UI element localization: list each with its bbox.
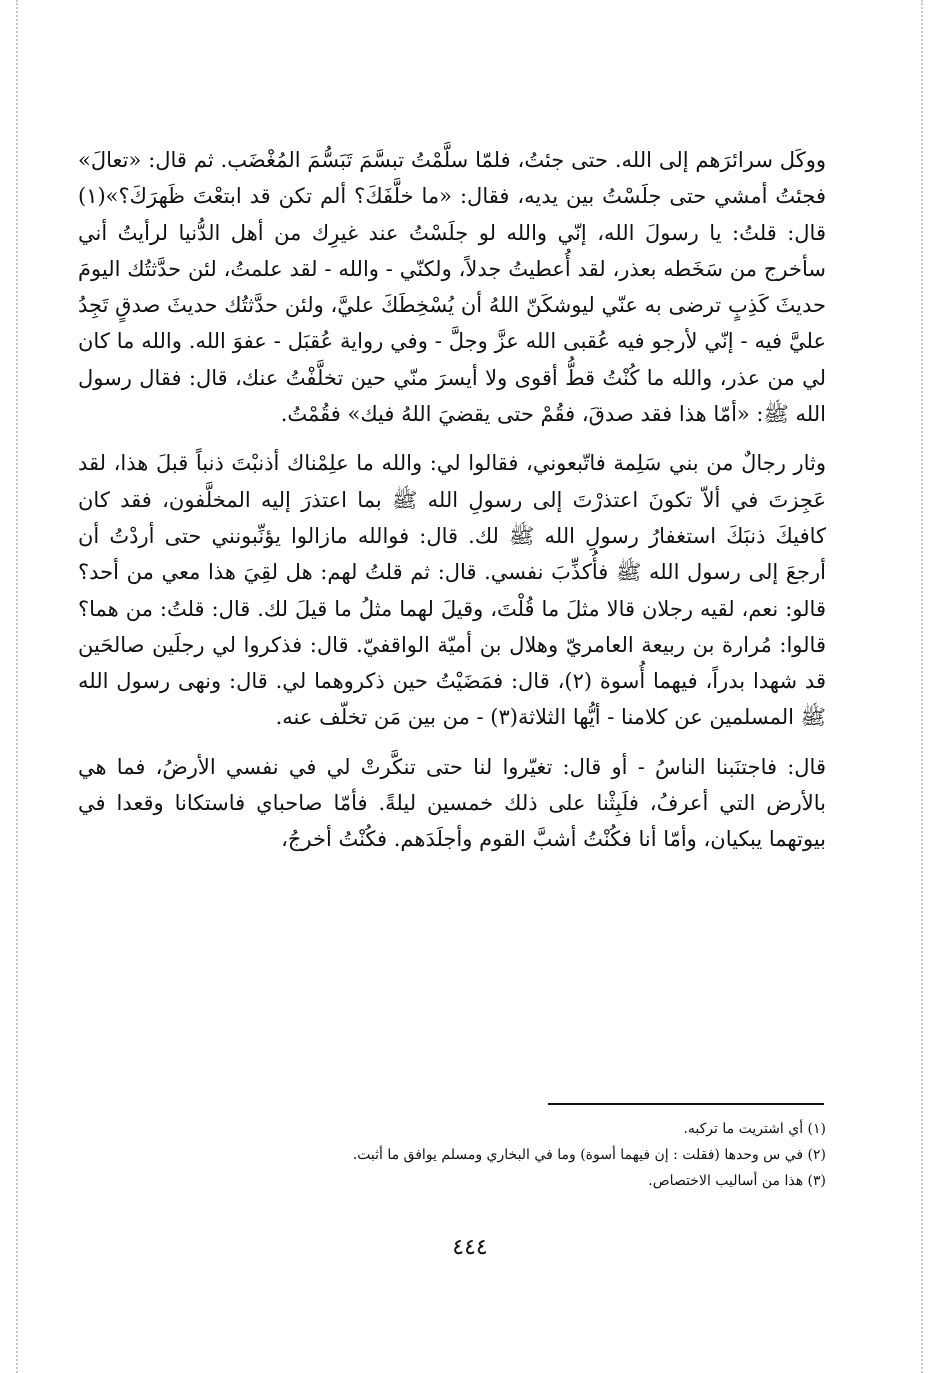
footnotes (352, 1116, 826, 1194)
margin-dotted-guide-right (921, 0, 923, 1373)
footnote-1: (١) أي اشتريت ما تركبه. (683, 1121, 826, 1137)
page-body (78, 132, 826, 871)
footnote-separator (548, 1103, 824, 1105)
margin-dotted-guide-left (16, 0, 18, 1373)
page-number: ٤٤٤ (452, 1235, 488, 1260)
footnote-2: (٢) في س وحدها (فقلت : إن فيهما أسوة) وما في البخاري ومسلم يوافق ما أثبت. (352, 1147, 826, 1163)
footnote-3: (٣) هذا من أساليب الاختصاص. (648, 1173, 826, 1189)
paragraph-1: ووكَل سرائرَهم إلى الله. حتى جئتُ، فلمّا سلَّمْتُ تبسَّمَ تَبَسُّمَ المُغْضَب. ثم قال: «تعالَ» فجئتُ أمشي حتى جلَسْتُ بين يديه، فقال: «ما خلَّفَكَ؟ ألم تكن قد ابتعْتَ ظَهرَكَ؟»(١) قال: قلتُ: يا رسولَ الله، إنّي والله لو جلَسْتُ عند غيرِك من أهل الدُّنيا لرأيتُ أني سأخرج من سَخَطه بعذر، لقد أُعطيتُ جدلاً، ولكنّي - والله - لقد علمتُ، لئن حدَّثتُك اليومَ حديثَ كَذِبٍ ترضى به عنّي ليوشكَنّ اللهُ أن يُسْخِطَكَ عليَّ، ولئن حدَّثتُك حديثَ صدقٍ تَجِدُ عليَّ فيه - إنّي لأرجو فيه عُقبى الله عزَّ وجلَّ - وفي رواية عُقبَل - عفوَ الله. والله ما كان لي من عذر، والله ما كُنْتُ قطُّ أقوى ولا أيسرَ منّي حين تخلَّفْتُ عنك، قال: فقال رسول الله ﷺ: «أمّا هذا فقد صدقَ، فقُمْ حتى يقضيَ اللهُ فيك» فقُمْتُ. (78, 148, 826, 427)
paragraph-2: وثار رجالٌ من بني سَلِمة فاتّبعوني، فقالوا لي: والله ما علِمْناك أذنبْتَ ذنباً قبلَ هذا، لقد عَجِزتَ في ألاّ تكونَ اعتذرْتَ إلى رسولِ الله ﷺ بما اعتذرَ إليه المخلَّفون، فقد كان كافيكَ ذنبَكَ استغفارُ رسولِ الله ﷺ لك. قال: فوالله مازالوا يؤنِّبونني حتى أردْتُ أن أرجعَ إلى رسول الله ﷺ فأُكذِّبَ نفسي. قال: ثم قلتُ لهم: هل لقِيَ هذا معي من أحد؟ قالو: نعم، لقيه رجلان قالا مثلَ ما قُلْتَ، وقيلَ لهما مثلُ ما قيلَ لك. قال: قلتُ: من هما؟ قالوا: مُرارة بن ربيعة العامريّ وهلال بن أميّة الواقفيّ. قال: فذكروا لي رجلَين صالحَين قد شهدا بدراً، فيهما أُسوة (٢)، قال: فمَضَيْتُ حين ذكروهما لي. قال: ونهى رسول الله ﷺ المسلمين عن كلامنا - أيُّها الثلاثة(٣) - من بين مَن تخلّف عنه. (78, 451, 826, 730)
paragraph-3: قال: فاجتنَبنا الناسُ - أو قال: تغيّروا لنا حتى تنكَّرتْ لي في نفسي الأرضُ، فما هي بالأرض التي أعرفُ، فلَبِثْنا على ذلك خمسين ليلةً. فأمّا صاحباي فاستكانا وقعدا في بيوتهما يبكيان، وأمّا أنا فكُنْتُ أشبَّ القوم وأجلَدَهم. فكُنْتُ أخرجُ، (78, 754, 826, 852)
